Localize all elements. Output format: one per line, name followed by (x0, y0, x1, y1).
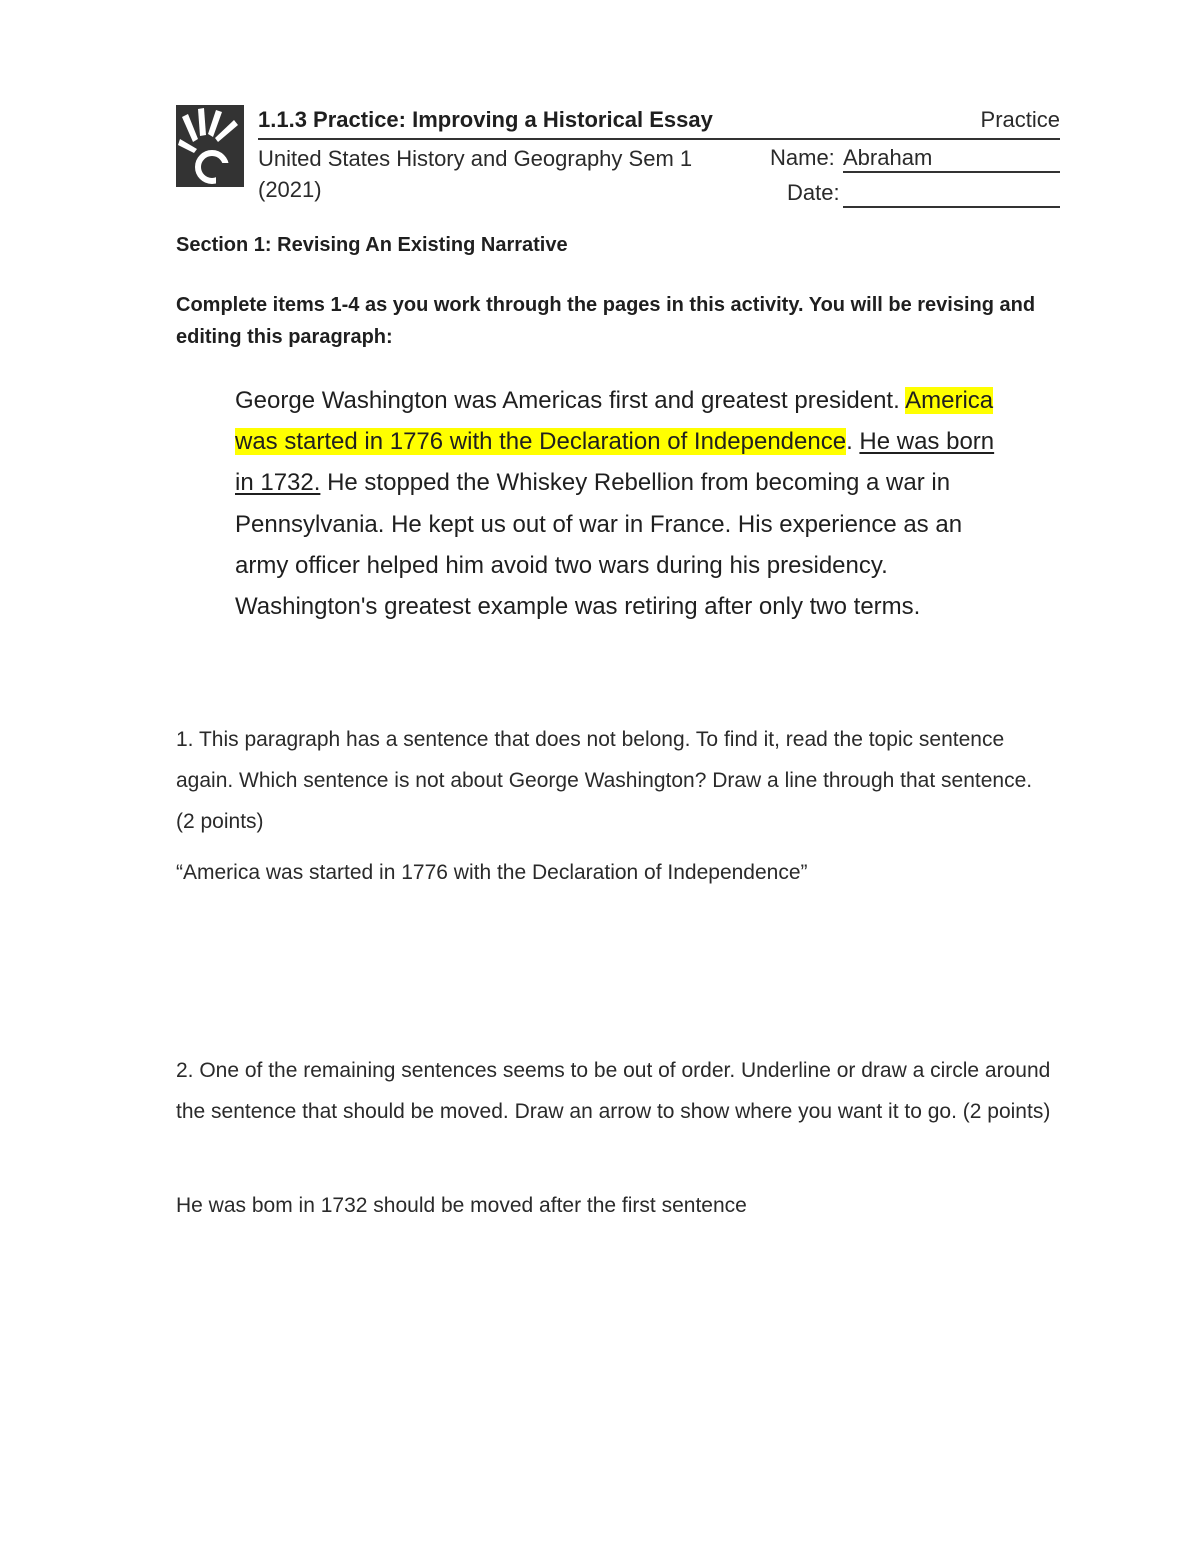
name-value[interactable]: Abraham (843, 145, 933, 170)
name-label: Name: (770, 145, 835, 170)
section-heading: Section 1: Revising An Existing Narrative (176, 234, 568, 256)
sunburst-lightbulb-logo-icon (176, 105, 244, 187)
essay-paragraph (235, 380, 1015, 627)
question-1-prompt: 1. This paragraph has a sentence that does not belong. To find it, read the topic sentence again. Which sentence is not about George Washington? Draw a line through that sentence. (2 points) (176, 728, 1033, 833)
date-field[interactable] (770, 178, 1060, 208)
essay-remaining-text: He stopped the Whiskey Rebellion from becoming a war in Pennsylvania. He kept us out of war in France. His experience as an army officer helped him avoid two wars during his presidency. Washington's greatest example was retiring after only two terms. (235, 469, 963, 621)
essay-period: . (846, 428, 853, 456)
question-2-prompt: 2. One of the remaining sentences seems to be out of order. Underline or draw a circle around the sentence that should be moved. Draw an arrow to show where you want it to go. (2 points) (176, 1059, 1051, 1123)
date-label: Date: (787, 180, 840, 205)
document-title: 1.1.3 Practice: Improving a Historical Essay (258, 107, 713, 132)
date-underline (843, 206, 1060, 208)
section-instructions: Complete items 1-4 as you work through the pages in this activity. You will be revising and editing this paragraph: (176, 294, 1036, 348)
name-underline (843, 171, 1060, 173)
highlighted-sentence: America was started in 1776 with the Declaration of Independence (235, 387, 994, 456)
course-name: United States History and Geography Sem 1 (2021) (258, 146, 693, 202)
document-type-tag: Practice (980, 107, 1060, 132)
question-2-answer[interactable]: He was bom in 1732 should be moved after the first sentence (176, 1194, 747, 1217)
essay-topic-sentence: George Washington was Americas first and greatest president. (235, 387, 900, 414)
name-field[interactable] (770, 143, 1060, 173)
underlined-sentence: He was born in 1732. (235, 428, 995, 497)
header-divider (258, 138, 1060, 140)
question-1-answer[interactable]: “America was started in 1776 with the Declaration of Independence” (176, 861, 808, 884)
